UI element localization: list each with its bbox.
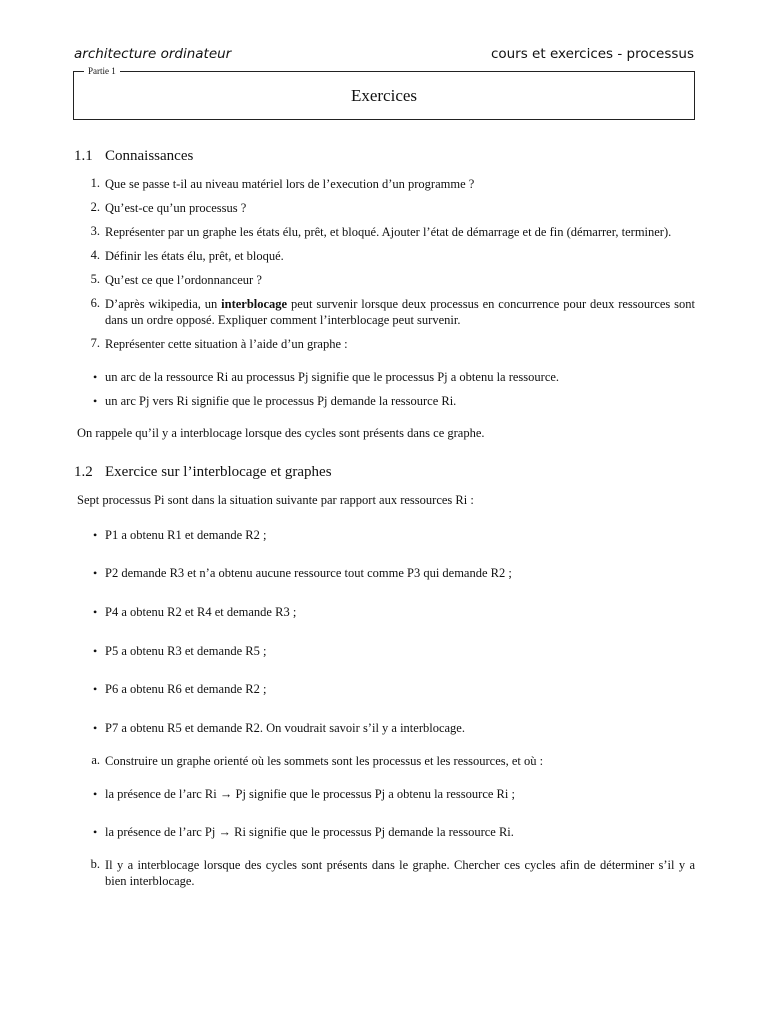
list-number: 3. [90, 224, 100, 238]
section-number: 1.2 [74, 464, 93, 480]
list-letter: a. [91, 753, 100, 767]
list-item: Définir les états élu, prêt, et bloqué. [105, 249, 284, 263]
page-title: Exercices [350, 86, 418, 105]
list-number: 2. [90, 200, 100, 214]
list-item: Construire un graphe orienté où les sommets sont les processus et les ressources, et où : [105, 754, 544, 768]
bullet-icon: • [93, 394, 98, 408]
title-box [73, 66, 695, 120]
section-title: Exercice sur l’interblocage et graphes [105, 464, 332, 480]
list-number: 7. [90, 336, 100, 350]
bullet-item: P6 a obtenu R6 et demande R2 ; [105, 682, 267, 696]
bullet-item: P4 a obtenu R2 et R4 et demande R3 ; [105, 605, 297, 619]
bullet-icon: • [93, 605, 98, 619]
section-number: 1.1 [74, 148, 93, 164]
bullet-item: P1 a obtenu R1 et demande R2 ; [105, 528, 267, 542]
list-number: 6. [90, 296, 100, 310]
bullet-item: P2 demande R3 et n’a obtenu aucune ressource tout comme P3 qui demande R2 ; [105, 566, 512, 580]
bullet-item: P7 a obtenu R5 et demande R2. On voudrait savoir s’il y a interblocage. [105, 721, 465, 735]
bullet-icon: • [93, 721, 98, 735]
bold-term: interblocage [221, 297, 288, 311]
intro-paragraph: Sept processus Pi sont dans la situation suivante par rapport aux ressources Ri : [77, 493, 474, 507]
bullet-icon: • [93, 528, 98, 542]
header-left: architecture ordinateur [74, 46, 232, 62]
note-paragraph: On rappele qu’il y a interblocage lorsque des cycles sont présents dans ce graphe. [77, 426, 485, 440]
list-item: Représenter cette situation à l’aide d’un graphe : [105, 337, 348, 351]
section-heading-1 [74, 148, 193, 165]
bullet-item: un arc Pj vers Ri signifie que le processus Pj demande la ressource Ri. [105, 394, 457, 408]
bullet-icon: • [93, 566, 98, 580]
list-item: Qu’est-ce qu’un processus ? [105, 201, 247, 215]
list-number: 4. [90, 248, 100, 262]
bullet-item: un arc de la ressource Ri au processus Pj signifie que le processus Pj a obtenu la ressource. [105, 370, 560, 384]
bullet-icon: • [93, 644, 98, 658]
list-item: D’après wikipedia, un interblocage peut survenir lorsque deux processus en concurrence pour deux ressources sont dans un ordre opposé. Expliquer comment l’interblocage peut survenir. [105, 297, 695, 327]
section-title: Connaissances [105, 148, 194, 164]
section-heading-2 [74, 464, 332, 481]
list-number: 5. [90, 272, 100, 286]
list-number: 1. [90, 176, 100, 190]
bullet-item: la présence de l’arc Pj → Ri signifie que le processus Pj demande la ressource Ri. [105, 825, 514, 839]
list-item: Que se passe t-il au niveau matériel lors de l’execution d’un programme ? [105, 177, 475, 191]
box-label: Partie 1 [84, 65, 120, 77]
bullet-icon: • [93, 682, 98, 696]
bullet-item: la présence de l’arc Ri → Pj signifie que le processus Pj a obtenu la ressource Ri ; [105, 787, 515, 801]
bullet-icon: • [93, 787, 98, 801]
list-item: Il y a interblocage lorsque des cycles sont présents dans le graphe. Chercher ces cycles afin de déterminer s’il y a bien interblocage. [105, 858, 695, 888]
bullet-item: P5 a obtenu R3 et demande R5 ; [105, 644, 267, 658]
bullet-icon: • [93, 370, 98, 384]
header-right: cours et exercices - processus [490, 46, 694, 62]
list-item: Qu’est ce que l’ordonnanceur ? [105, 273, 262, 287]
bullet-icon: • [93, 825, 98, 839]
list-letter: b. [90, 857, 100, 871]
list-item: Représenter par un graphe les états élu, prêt, et bloqué. Ajouter l’état de démarrage et de fin (démarrer, terminer). [105, 225, 672, 239]
